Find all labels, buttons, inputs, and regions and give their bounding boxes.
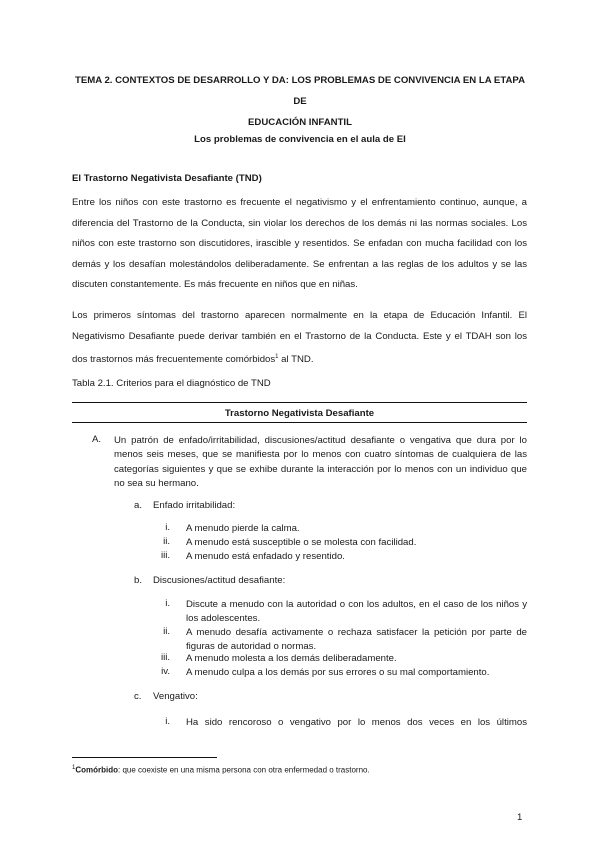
subgroup-label: Enfado irritabilidad:	[153, 500, 236, 511]
footnote	[72, 765, 370, 775]
subgroup-letter: b.	[134, 575, 143, 586]
paragraph-1: Entre los niños con este trastorno es frecuente el negativismo y el enfrentamiento continuo, aunque, a diferencia del Trastorno de la Conducta, sin violar los derechos de los demás ni las normas sociales. Los niños con este trastorno son discutidores, irascible y resentidos. Se enfadan con mucha facilidad con los demás y los desafían molestándolos deliberadamente. Se enfrentan a las reglas de los adultos y se las discuten constantemente. Es más frecuente en niños que en niñas.	[72, 197, 527, 290]
footnote-text: : que coexiste en una misma persona con otra enfermedad o trastorno.	[118, 765, 370, 775]
title-line-2: EDUCACIÓN INFANTIL	[248, 117, 352, 128]
footnote-rule	[72, 757, 217, 758]
table-header: Trastorno Negativista Desafiante	[224, 408, 375, 419]
list-item: Ha sido rencoroso o vengativo por lo menos dos veces en los últimos	[186, 717, 527, 728]
table-top-rule	[72, 402, 527, 403]
subgroup-label: Discusiones/actitud desafiante:	[153, 575, 286, 586]
section-heading: El Trastorno Negativista Desafiante (TND)	[72, 173, 262, 184]
item-number: iii.	[160, 652, 170, 663]
subgroup-letter: c.	[134, 691, 142, 702]
document-title	[70, 70, 530, 133]
list-item: A menudo está enfadado y resentido.	[186, 551, 345, 562]
subgroup-label: Vengativo:	[153, 691, 198, 702]
paragraph-2-text: Los primeros síntomas del trastorno aparecen normalmente en la etapa de Educación Infantil. El Negativismo Desafiante puede derivar también en el Trastorno de la Conducta. Este y el TDAH son los dos trastornos más frecuentemente comórbidos	[72, 310, 527, 366]
paragraph-2-end: al TND.	[278, 354, 314, 366]
list-item: A menudo culpa a los demás por sus errores o su mal comportamiento.	[186, 667, 490, 678]
item-number: i.	[165, 716, 170, 727]
title-line-1: TEMA 2. CONTEXTOS DE DESARROLLO Y DA: LOS PROBLEMAS DE CONVIVENCIA EN LA ETAPA DE	[74, 75, 526, 107]
item-number: iii.	[160, 550, 170, 561]
item-number: iv.	[161, 666, 170, 677]
item-number: i.	[165, 598, 170, 609]
item-number: ii.	[163, 536, 170, 547]
criterion-text: Un patrón de enfado/irritabilidad, discusiones/actitud desafiante o vengativa que dura por lo menos seis meses, que se manifiesta por lo menos con cuatro síntomas de cualquiera de las categorías siguientes y que se exhibe durante la interacción por lo menos con un individuo que no sea su hermano.	[114, 435, 527, 490]
item-number: ii.	[163, 626, 170, 637]
list-item: A menudo desafía activamente o rechaza satisfacer la petición por parte de figuras de autoridad o normas.	[186, 627, 527, 653]
subgroup-letter: a.	[134, 500, 143, 511]
item-number: i.	[165, 522, 170, 533]
paragraph-2	[72, 306, 527, 371]
table-caption: Tabla 2.1. Criterios para el diagnóstico de TND	[72, 378, 271, 389]
section-subtitle: Los problemas de convivencia en el aula de EI	[194, 134, 406, 145]
footnote-mark: 1	[72, 765, 76, 771]
footnote-reference: 1	[275, 354, 279, 360]
list-item: A menudo está susceptible o se molesta con facilidad.	[186, 537, 417, 548]
table-header-rule	[72, 422, 527, 423]
footnote-term: Comórbido	[75, 765, 119, 775]
list-item: Discute a menudo con la autoridad o con los adultos, en el caso de los niños y los adolescentes.	[186, 599, 527, 625]
criterion-letter: A.	[92, 434, 102, 445]
page-number: 1	[517, 812, 523, 823]
list-item: A menudo pierde la calma.	[186, 523, 300, 534]
list-item: A menudo molesta a los demás deliberadamente.	[186, 653, 397, 664]
